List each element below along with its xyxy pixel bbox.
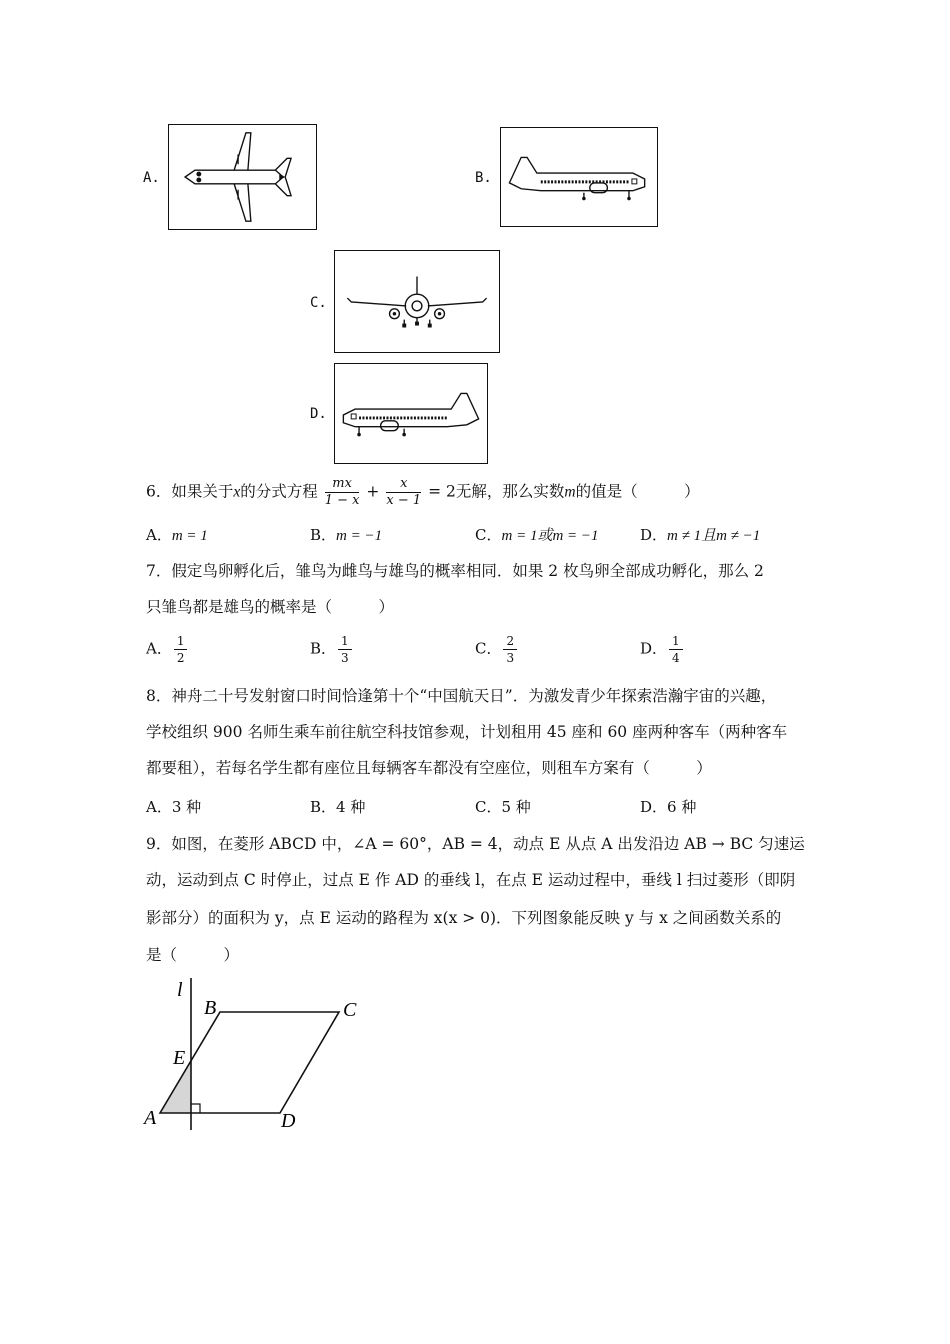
q6-mid: 的分式方程 xyxy=(240,482,318,501)
q6-option-a[interactable]: A．m = 1 xyxy=(146,526,208,544)
q6-var-x: x xyxy=(233,483,241,501)
q6-option-b[interactable]: B．m = −1 xyxy=(310,526,383,544)
q5-option-c-label: C. xyxy=(310,295,327,311)
q6-tail1: 无解，那么实数 xyxy=(455,482,565,501)
q7-option-c[interactable]: C． $\frac{2}{3}$ xyxy=(475,633,519,666)
q5-option-c-figure xyxy=(334,250,500,353)
q6-var-m: m xyxy=(564,483,576,501)
q5-option-d-label: D. xyxy=(310,406,327,422)
rhombus-figure xyxy=(140,970,380,1135)
q8-line-2: 学校组织 900 名师生乘车前往航空科技馆参观，计划租用 45 座和 60 座两种客车（两种客车 xyxy=(146,723,788,741)
label-a: A xyxy=(144,1107,157,1129)
q9-line-1: 9．如图，在菱形 ABCD 中，∠A = 60°，AB = 4，动点 E 从点 A 出发沿边 AB → BC 匀速运 xyxy=(146,835,805,853)
airplane-side-view-left-icon xyxy=(335,364,487,463)
q5-option-b-label: B. xyxy=(475,170,492,186)
q6-option-c[interactable]: C．m = 1或m = −1 xyxy=(475,526,599,544)
label-c: C xyxy=(343,999,357,1021)
q5-option-a-label: A. xyxy=(143,170,160,186)
q8-line-1: 8．神舟二十号发射窗口时间恰逢第十个“中国航天日”．为激发青少年探索浩瀚宇宙的兴趣， xyxy=(146,687,777,705)
q7-line-1: 7．假定鸟卵孵化后，雏鸟为雌鸟与雄鸟的概率相同．如果 2 枚鸟卵全部成功孵化，那么 2 xyxy=(146,562,764,580)
q8-option-b[interactable]: B．4 种 xyxy=(310,798,366,816)
q5-option-b-figure xyxy=(500,127,658,227)
q6-fraction-1: $\frac{mx}{1 - x}$ xyxy=(324,476,360,508)
q6-option-d[interactable]: D．m ≠ 1且m ≠ −1 xyxy=(640,526,761,544)
airplane-top-view-icon xyxy=(169,125,316,229)
q6-prefix: 6．如果关于 xyxy=(146,482,234,501)
q7-option-d[interactable]: D． $\frac{1}{4}$ xyxy=(640,633,685,666)
q6-plus: + xyxy=(366,482,380,501)
q7-line-2: 只雏鸟都是雄鸟的概率是（ ） xyxy=(146,598,395,616)
q6-rhs: = 2 xyxy=(428,482,456,501)
q8-option-d[interactable]: D．6 种 xyxy=(640,798,697,816)
q5-option-d-figure xyxy=(334,363,488,464)
q5-option-a-figure xyxy=(168,124,317,230)
q8-option-c[interactable]: C．5 种 xyxy=(475,798,531,816)
q6-stem xyxy=(146,476,700,509)
q9-line-2: 动，运动到点 C 时停止，过点 E 作 AD 的垂线 l，在点 E 运动过程中，垂线 l 扫过菱形（即阴 xyxy=(146,871,796,889)
label-b: B xyxy=(204,997,217,1019)
airplane-front-view-icon xyxy=(335,251,499,352)
q7-option-b[interactable]: B． $\frac{1}{3}$ xyxy=(310,633,354,666)
q7-option-a[interactable]: A． $\frac{1}{2}$ xyxy=(146,633,189,666)
label-e: E xyxy=(173,1047,186,1069)
q9-line-4: 是（ ） xyxy=(146,946,240,964)
label-l: l xyxy=(177,979,183,1001)
airplane-side-view-right-icon xyxy=(501,128,657,226)
label-d: D xyxy=(281,1110,296,1132)
q8-line-3: 都要租），若每名学生都有座位且每辆客车都没有空座位，则租车方案有（ ） xyxy=(146,759,712,777)
q9-line-3: 影部分）的面积为 y，点 E 运动的路程为 x(x > 0)．下列图象能反映 y 与 x 之间函数关系的 xyxy=(146,909,782,927)
q6-fraction-2: $\frac{x}{x - 1}$ xyxy=(386,476,422,508)
q8-option-a[interactable]: A．3 种 xyxy=(146,798,202,816)
right-angle-mark xyxy=(191,1104,200,1113)
q6-tail2: 的值是（ ） xyxy=(575,482,700,501)
